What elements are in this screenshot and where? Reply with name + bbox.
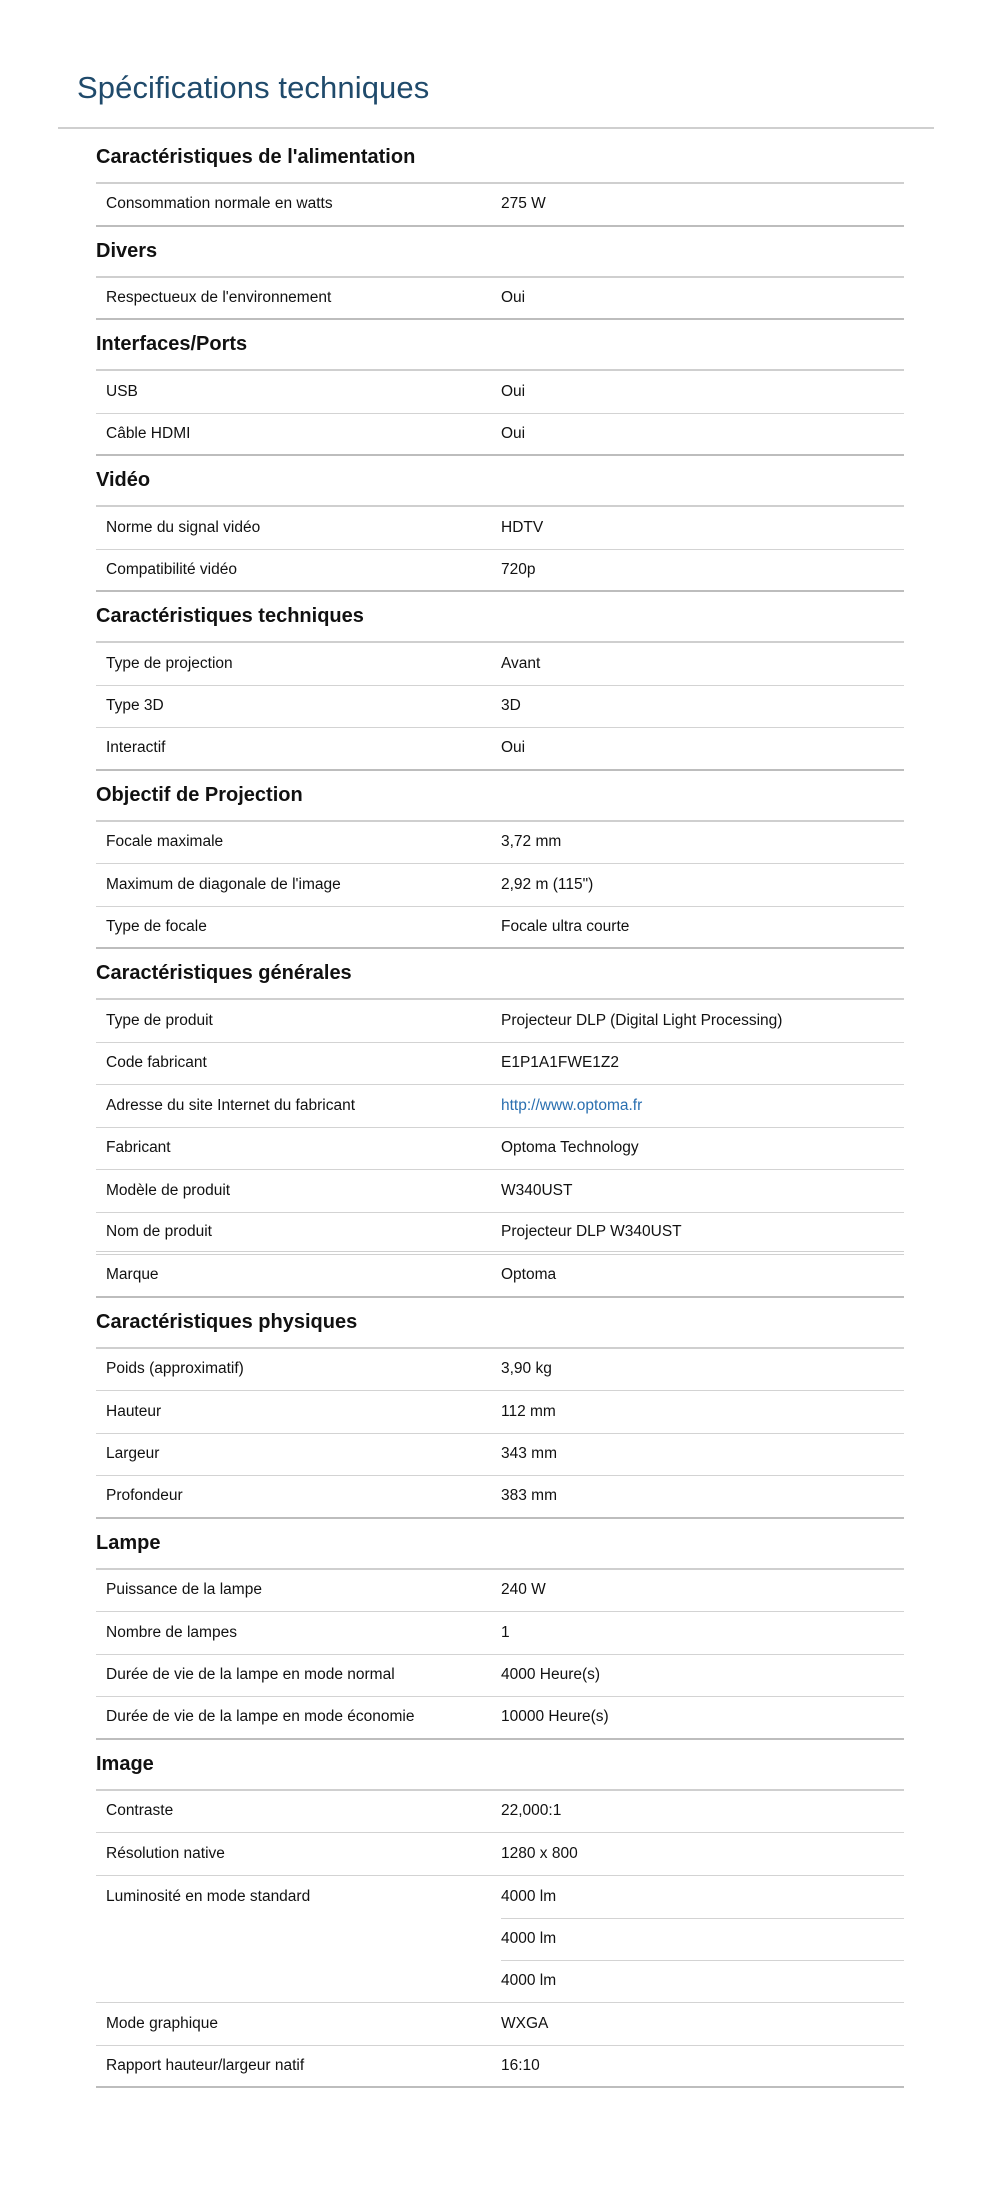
spec-value-group <box>501 1000 904 1042</box>
spec-value-group <box>501 278 904 319</box>
spec-row-adresse-du-site-internet-du-fabricant <box>96 1085 904 1128</box>
spec-row-poids-approximatif <box>96 1349 904 1392</box>
spec-value: 4000 lm <box>501 1887 557 1905</box>
spec-row-interactif <box>96 728 904 771</box>
section-heading: Divers <box>96 227 904 278</box>
spec-value: 3,72 mm <box>501 833 562 851</box>
manufacturer-website-link[interactable]: http://www.optoma.fr <box>501 1096 643 1114</box>
spec-value-group <box>501 1791 904 1833</box>
spec-value: WXGA <box>501 2014 549 2032</box>
section-heading: Caractéristiques physiques <box>96 1298 904 1349</box>
spec-section-caracteristiques-techniques <box>96 592 904 771</box>
spec-value-group <box>501 1612 904 1654</box>
spec-value: 343 mm <box>501 1445 557 1463</box>
spec-row-type-3d <box>96 686 904 729</box>
spec-value: Optoma Technology <box>501 1139 639 1157</box>
spec-section-video <box>96 456 904 592</box>
spec-label: Poids (approximatif) <box>106 1360 244 1378</box>
spec-label: Largeur <box>106 1445 160 1463</box>
spec-value: Oui <box>501 739 526 757</box>
spec-value-group <box>501 1213 904 1252</box>
spec-value: 1280 x 800 <box>501 1844 578 1862</box>
spec-label: Profondeur <box>106 1487 183 1505</box>
spec-row-hauteur <box>96 1391 904 1434</box>
spec-value: 275 W <box>501 195 546 213</box>
spec-section-caracteristiques-generales <box>96 949 904 1298</box>
section-heading: Vidéo <box>96 456 904 507</box>
spec-section-caracteristiques-physiques <box>96 1298 904 1519</box>
spec-value-group <box>501 728 904 769</box>
spec-value: Projecteur DLP W340UST <box>501 1222 682 1240</box>
spec-value: 4000 Heure(s) <box>501 1666 601 1684</box>
spec-value-group <box>501 184 904 225</box>
spec-label: Fabricant <box>106 1139 171 1157</box>
spec-section-lampe <box>96 1519 904 1740</box>
spec-row-duree-de-vie-de-la-lampe-en-mode-economie <box>96 1697 904 1740</box>
spec-label: Maximum de diagonale de l'image <box>106 875 341 893</box>
spec-label: USB <box>106 382 138 400</box>
spec-row-maximum-de-diagonale-de-l-image <box>96 864 904 907</box>
spec-label: Type de projection <box>106 654 233 672</box>
spec-value-group <box>501 1128 904 1170</box>
spec-content <box>96 133 904 2088</box>
spec-value: 1 <box>501 1623 510 1641</box>
spec-value <box>501 1085 904 1127</box>
spec-value: 22,000:1 <box>501 1802 562 1820</box>
section-heading: Caractéristiques générales <box>96 949 904 1000</box>
spec-label: Rapport hauteur/largeur natif <box>106 2056 305 2074</box>
spec-section-caracteristiques-de-l-alimentation <box>96 133 904 227</box>
spec-row-profondeur <box>96 1476 904 1519</box>
spec-value-group <box>501 2003 904 2045</box>
spec-row-marque <box>96 1255 904 1298</box>
spec-value: W340UST <box>501 1181 573 1199</box>
spec-value-group <box>501 1697 904 1738</box>
spec-label: Marque <box>106 1266 159 1284</box>
spec-value: 4000 lm <box>501 1918 904 1960</box>
spec-value-group <box>501 1349 904 1391</box>
spec-value-group <box>501 907 904 948</box>
spec-row-type-de-produit <box>96 1000 904 1043</box>
spec-section-image <box>96 1740 904 2089</box>
spec-label: Hauteur <box>106 1402 162 1420</box>
spec-value: Focale ultra courte <box>501 917 630 935</box>
spec-row-modele-de-produit <box>96 1170 904 1213</box>
spec-label: Consommation normale en watts <box>106 195 333 213</box>
spec-value-group <box>501 1391 904 1433</box>
spec-label: Nom de produit <box>106 1222 212 1240</box>
spec-value: Optoma <box>501 1266 557 1284</box>
spec-row-largeur <box>96 1434 904 1477</box>
spec-value: 4000 lm <box>501 1960 904 2002</box>
spec-value-group <box>501 643 904 685</box>
spec-row-fabricant <box>96 1128 904 1171</box>
spec-row-code-fabricant <box>96 1043 904 1086</box>
spec-value-group <box>501 1170 904 1212</box>
spec-row-focale-maximale <box>96 822 904 865</box>
spec-label: Respectueux de l'environnement <box>106 288 332 306</box>
spec-value-group <box>501 686 904 728</box>
spec-value: 720p <box>501 560 536 578</box>
section-heading: Interfaces/Ports <box>96 320 904 371</box>
section-heading: Caractéristiques de l'alimentation <box>96 133 904 184</box>
spec-label: Puissance de la lampe <box>106 1581 262 1599</box>
spec-value-group <box>501 1043 904 1085</box>
spec-label: Durée de vie de la lampe en mode économie <box>106 1708 415 1726</box>
spec-row-compatibilite-video <box>96 550 904 593</box>
spec-label: Interactif <box>106 739 166 757</box>
spec-label: Modèle de produit <box>106 1181 231 1199</box>
spec-row-luminosite-en-mode-standard <box>96 1876 904 2004</box>
spec-row-type-de-focale <box>96 907 904 950</box>
section-heading: Lampe <box>96 1519 904 1570</box>
spec-label: Focale maximale <box>106 833 224 851</box>
spec-value-group <box>501 1434 904 1476</box>
spec-value-group <box>501 1255 904 1296</box>
spec-value-group <box>501 864 904 906</box>
spec-value: 2,92 m (115") <box>501 875 594 893</box>
spec-section-interfaces-ports <box>96 320 904 456</box>
spec-value: 383 mm <box>501 1487 557 1505</box>
spec-value-group <box>501 1655 904 1697</box>
spec-row-type-de-projection <box>96 643 904 686</box>
page-title: Spécifications techniques <box>77 70 430 105</box>
spec-value: Oui <box>501 424 526 442</box>
spec-row-usb <box>96 371 904 414</box>
spec-section-divers <box>96 227 904 321</box>
spec-value-group <box>501 1570 904 1612</box>
spec-label: Résolution native <box>106 1844 225 1862</box>
spec-label: Type de produit <box>106 1011 213 1029</box>
spec-value: 112 mm <box>501 1402 556 1420</box>
spec-label: Norme du signal vidéo <box>106 518 261 536</box>
spec-row-rapport-hauteur-largeur-natif <box>96 2046 904 2089</box>
spec-label: Code fabricant <box>106 1054 207 1072</box>
spec-value-group <box>501 822 904 864</box>
spec-row-nombre-de-lampes <box>96 1612 904 1655</box>
section-heading: Objectif de Projection <box>96 771 904 822</box>
spec-value-group <box>501 2046 904 2087</box>
spec-value: 240 W <box>501 1581 546 1599</box>
spec-value: 10000 Heure(s) <box>501 1708 609 1726</box>
spec-label: Luminosité en mode standard <box>106 1887 311 1905</box>
spec-value-group <box>501 1085 904 1127</box>
spec-row-norme-du-signal-video <box>96 507 904 550</box>
spec-row-puissance-de-la-lampe <box>96 1570 904 1613</box>
spec-value: Oui <box>501 382 526 400</box>
section-heading: Image <box>96 1740 904 1791</box>
spec-row-respectueux-de-l-environnement <box>96 278 904 321</box>
spec-label: Mode graphique <box>106 2014 219 2032</box>
spec-row-consommation-normale-en-watts <box>96 184 904 227</box>
spec-label: Contraste <box>106 1802 174 1820</box>
spec-label: Nombre de lampes <box>106 1623 237 1641</box>
title-divider <box>58 127 934 129</box>
spec-value-group <box>501 1876 904 2003</box>
spec-section-objectif-de-projection <box>96 771 904 950</box>
spec-label: Câble HDMI <box>106 424 191 442</box>
spec-value-group <box>501 1833 904 1875</box>
spec-label: Type 3D <box>106 697 164 715</box>
spec-value: Avant <box>501 654 541 672</box>
spec-label: Adresse du site Internet du fabricant <box>106 1096 356 1114</box>
spec-label: Durée de vie de la lampe en mode normal <box>106 1666 395 1684</box>
spec-value: Oui <box>501 288 526 306</box>
spec-value-group <box>501 507 904 549</box>
spec-row-mode-graphique <box>96 2003 904 2046</box>
spec-value: 3D <box>501 697 521 715</box>
spec-value-group <box>501 1476 904 1517</box>
spec-label: Type de focale <box>106 917 207 935</box>
spec-value: 3,90 kg <box>501 1360 552 1378</box>
spec-label: Compatibilité vidéo <box>106 560 237 578</box>
spec-row-cable-hdmi <box>96 414 904 457</box>
spec-value: HDTV <box>501 518 544 536</box>
spec-value: E1P1A1FWE1Z2 <box>501 1054 620 1072</box>
spec-value-group <box>501 371 904 413</box>
spec-row-duree-de-vie-de-la-lampe-en-mode-normal <box>96 1655 904 1698</box>
spec-value-group <box>501 414 904 455</box>
spec-row-contraste <box>96 1791 904 1834</box>
spec-value: Projecteur DLP (Digital Light Processing) <box>501 1011 783 1029</box>
spec-value: 16:10 <box>501 2056 540 2074</box>
spec-value-group <box>501 550 904 591</box>
section-heading: Caractéristiques techniques <box>96 592 904 643</box>
spec-row-resolution-native <box>96 1833 904 1876</box>
spec-row-nom-de-produit <box>96 1213 904 1256</box>
